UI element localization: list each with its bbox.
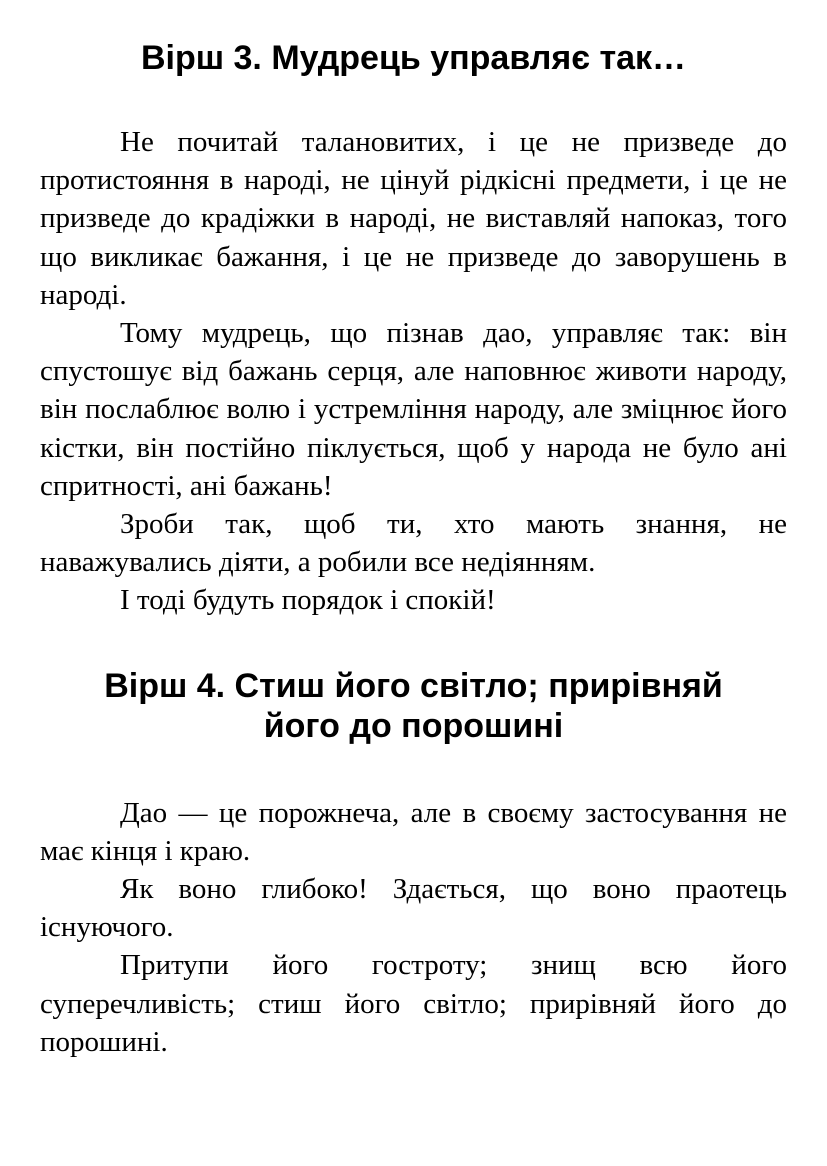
section-4-title-line-1: Вірш 4. Стиш його світло; прирівняй bbox=[104, 666, 723, 705]
section-3-title: Вірш 3. Мудрець управляє так… bbox=[140, 39, 687, 77]
section-4-paragraph-2: Як воно глибоко! Здається, що воно праотець існуючого. bbox=[40, 873, 787, 944]
section-4-title bbox=[40, 666, 787, 746]
section-3-paragraph-3: Зроби так, щоб ти, хто мають знання, не наважувались діяти, а робили все недіянням. bbox=[40, 508, 787, 579]
section-3-paragraph-1: Не почитай талановитих, і це не призведе до протистояння в народі, не цінуй рідкісні предмети, і це не призведе до крадіжки в народі, не виставляй напоказ, того що викликає бажання, і це не призведе до заворушень в народі. bbox=[40, 126, 787, 311]
section-3-body bbox=[40, 123, 787, 620]
document-page bbox=[40, 38, 787, 1061]
section-4-paragraph-3: Притупи його гостроту; знищ всю його суперечливість; стиш його світло; прирівняй його до порошині. bbox=[40, 949, 787, 1058]
section-4-paragraph-1: Дао — це порожнеча, але в своєму застосування не має кінця і краю. bbox=[40, 796, 787, 867]
section-3-paragraph-4: І тоді будуть порядок і спокій! bbox=[120, 584, 496, 617]
section-4-body bbox=[40, 794, 787, 1061]
section-4-title-line-2: його до порошині bbox=[263, 706, 564, 745]
section-3-paragraph-2: Тому мудрець, що пізнав дао, управляє так: він спустошує від бажань серця, але наповнює животи народу, він послаблює волю і устремління народу, але зміцнює його кістки, він постійно піклується, щоб у народа не було ані спритності, ані бажань! bbox=[40, 317, 787, 502]
